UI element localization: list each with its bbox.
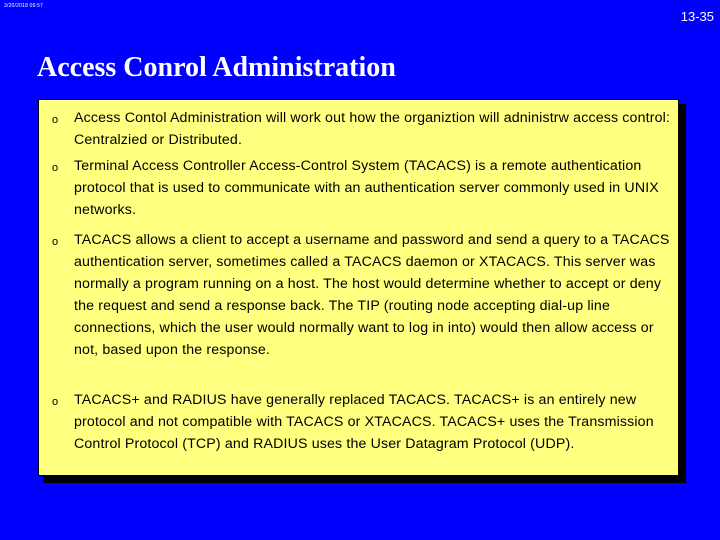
- bullet-text: Access Contol Administration will work out how the organiztion will adninistrw access control: Centralzied or Distributed.: [74, 110, 671, 148]
- bullet-marker: o: [52, 114, 59, 126]
- bullet-text: Terminal Access Controller Access-Control System (TACACS) is a remote authentication protocol that is used to communicate with an authentication server commonly used in UNIX networks.: [74, 158, 659, 218]
- bullet-marker: o: [52, 396, 59, 408]
- slide-number: 13-35: [680, 9, 714, 24]
- datestamp: 3/20/2018 09:57: [4, 3, 44, 9]
- bullet-marker: o: [52, 162, 59, 174]
- slide-title: Access Conrol Administration: [37, 52, 396, 83]
- bullet-marker: o: [52, 236, 59, 248]
- bullet-text: TACACS+ and RADIUS have generally replaced TACACS. TACACS+ is an entirely new protocol and not compatible with TACACS or XTACACS. TACACS+ uses the Transmission Control Protocol (TCP) and RADIUS uses the User Datagram Protocol (UDP).: [74, 392, 654, 452]
- bullet-text: TACACS allows a client to accept a username and password and send a query to a TACACS authentication server, sometimes called a TACACS daemon or XTACACS. This server was normally a program running on a host. The host would determine whether to accept or deny the request and send a response back. The TIP (routing node accepting dial-up line connections, which the user would normally want to log in into) would then allow access or not, based upon the response.: [74, 232, 670, 358]
- content-box: [38, 99, 679, 476]
